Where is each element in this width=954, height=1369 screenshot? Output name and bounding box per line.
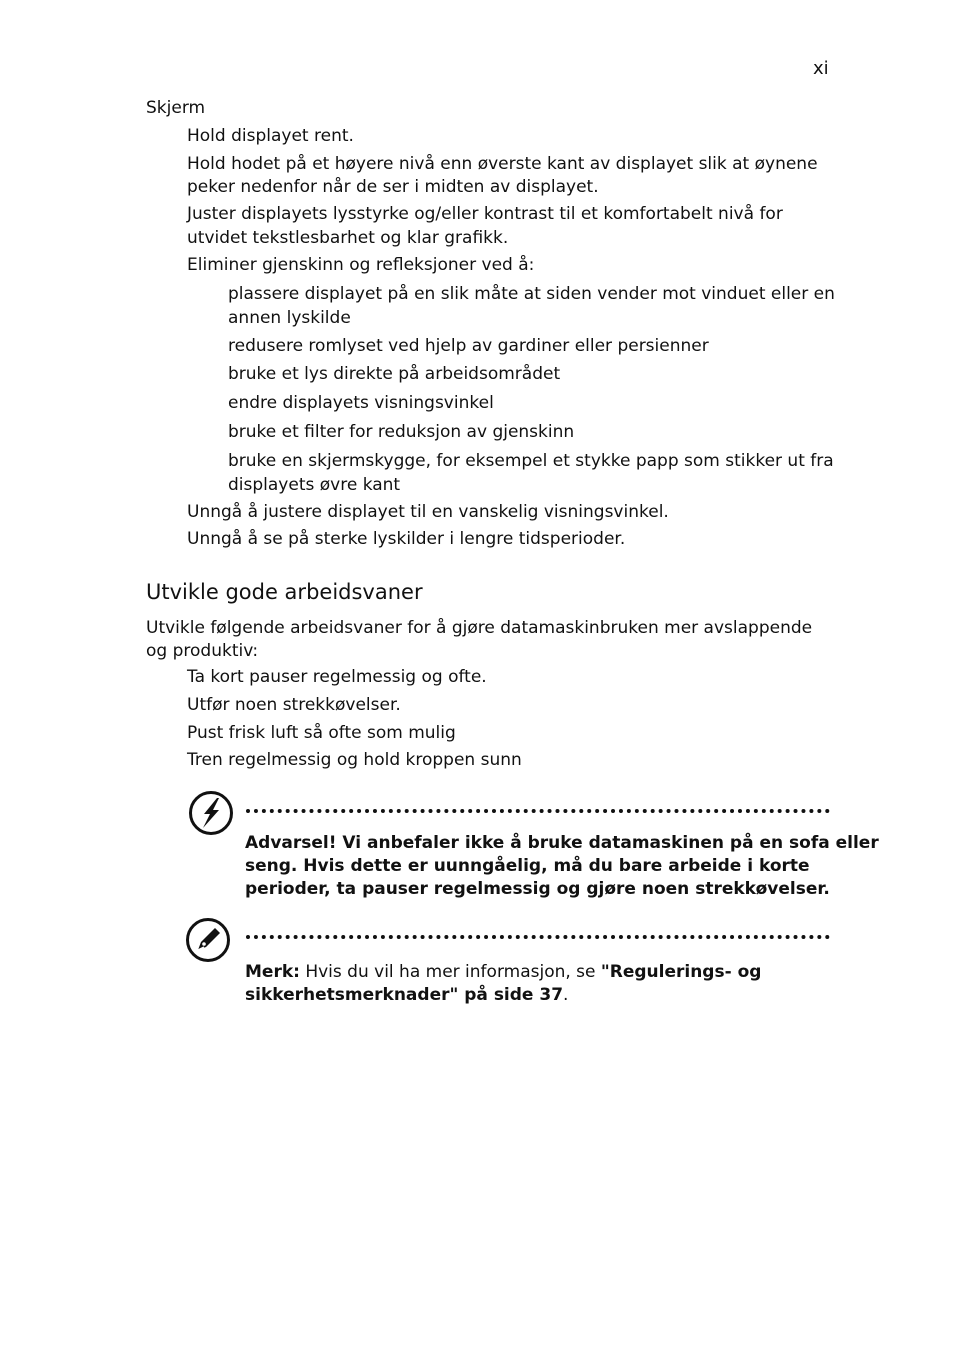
sub-list-item-continued: displayets øvre kant <box>228 475 401 495</box>
section-heading-habits: Utvikle gode arbeidsvaner <box>146 580 423 604</box>
list-item: Eliminer gjenskinn og refleksjoner ved å: <box>187 255 535 275</box>
note-divider <box>246 935 830 939</box>
list-item-continued: peker nedenfor når de ser i midten av displayet. <box>187 177 599 197</box>
warning-lightning-icon <box>188 790 234 836</box>
intro-text-continued: og produktiv: <box>146 641 259 661</box>
note-link[interactable]: sikkerhetsmerknader" på side 37 <box>245 985 564 1005</box>
list-item: Unngå å se på sterke lyskilder i lengre tidsperioder. <box>187 529 626 549</box>
note-line-2 <box>245 984 568 1007</box>
sub-list-item-continued: annen lyskilde <box>228 308 351 328</box>
warning-divider <box>246 809 830 813</box>
note-text: Hvis du vil ha mer informasjon, se <box>299 962 601 982</box>
list-item: Unngå å justere displayet til en vanskelig visningsvinkel. <box>187 502 669 522</box>
list-item: Ta kort pauser regelmessig og ofte. <box>187 667 487 687</box>
list-item: Tren regelmessig og hold kroppen sunn <box>187 750 522 770</box>
section-title-skjerm: Skjerm <box>146 98 206 118</box>
sub-list-item: endre displayets visningsvinkel <box>228 393 494 413</box>
note-pen-icon <box>185 917 231 963</box>
list-item: Pust frisk luft så ofte som mulig <box>187 723 456 743</box>
intro-text: Utvikle følgende arbeidsvaner for å gjøre datamaskinbruken mer avslappende <box>146 618 813 638</box>
page-number: xi <box>813 58 829 79</box>
list-item: Hold hodet på et høyere nivå enn øverste kant av displayet slik at øynene <box>187 154 818 174</box>
warning-text: seng. Hvis dette er uunngåelig, må du bare arbeide i korte <box>245 856 810 876</box>
note-line-1 <box>245 961 761 984</box>
note-end: . <box>563 985 569 1005</box>
sub-list-item: bruke en skjermskygge, for eksempel et stykke papp som stikker ut fra <box>228 451 834 471</box>
warning-text: Advarsel! Vi anbefaler ikke å bruke datamaskinen på en sofa eller <box>245 833 879 853</box>
sub-list-item: bruke et filter for reduksjon av gjenskinn <box>228 422 575 442</box>
warning-text: perioder, ta pauser regelmessig og gjøre noen strekkøvelser. <box>245 879 830 899</box>
list-item: Juster displayets lysstyrke og/eller kontrast til et komfortabelt nivå for <box>187 204 783 224</box>
note-link[interactable]: "Regulerings- og <box>600 962 762 982</box>
sub-list-item: plassere displayet på en slik måte at siden vender mot vinduet eller en <box>228 284 835 304</box>
sub-list-item: bruke et lys direkte på arbeidsområdet <box>228 364 561 384</box>
list-item-continued: utvidet tekstlesbarhet og klar grafikk. <box>187 228 509 248</box>
note-label: Merk: <box>245 962 300 982</box>
sub-list-item: redusere romlyset ved hjelp av gardiner eller persienner <box>228 336 709 356</box>
list-item: Utfør noen strekkøvelser. <box>187 695 401 715</box>
list-item: Hold displayet rent. <box>187 126 354 146</box>
